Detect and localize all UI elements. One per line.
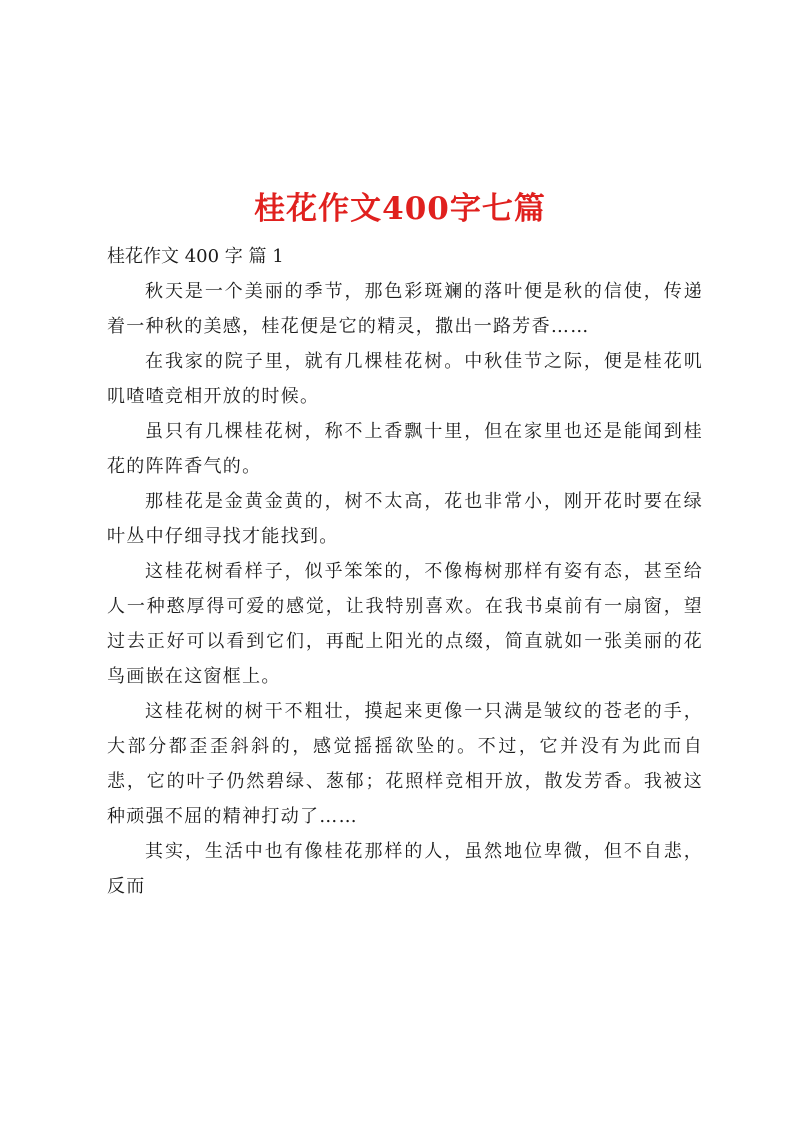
paragraph-3: 虽只有几棵桂花树，称不上香飘十里，但在家里也还是能闻到桂花的阵阵香气的。	[107, 421, 703, 477]
paragraph-2: 在我家的院子里，就有几棵桂花树。中秋佳节之际，便是桂花叽叽喳喳竞相开放的时候。	[107, 351, 703, 407]
paragraph-4: 那桂花是金黄金黄的，树不太高，花也非常小，刚开花时要在绿叶丛中仔细寻找才能找到。	[107, 491, 703, 547]
paragraph-5: 这桂花树看样子，似乎笨笨的，不像梅树那样有姿有态，甚至给人一种憨厚得可爱的感觉，让我特别喜欢。在我书桌前有一扇窗，望过去正好可以看到它们，再配上阳光的点缀，简直就如一张美丽的花鸟画嵌在这窗框上。	[107, 561, 703, 687]
paragraph-1: 秋天是一个美丽的季节，那色彩斑斓的落叶便是秋的信使，传递着一种秋的美感，桂花便是它的精灵，撒出一路芳香……	[107, 281, 703, 337]
document-title: 桂花作文400字七篇	[254, 190, 546, 227]
paragraph-6: 这桂花树的树干不粗壮，摸起来更像一只满是皱纹的苍老的手，大部分都歪歪斜斜的，感觉摇摇欲坠的。不过，它并没有为此而自悲，它的叶子仍然碧绿、葱郁；花照样竞相开放，散发芳香。我被这种顽强不屈的精神打动了……	[107, 701, 703, 827]
document-body	[107, 239, 703, 904]
paragraph-7: 其实，生活中也有像桂花那样的人，虽然地位卑微，但不自悲，反而	[107, 841, 703, 897]
section-heading: 桂花作文 400 字 篇 1	[107, 246, 284, 267]
